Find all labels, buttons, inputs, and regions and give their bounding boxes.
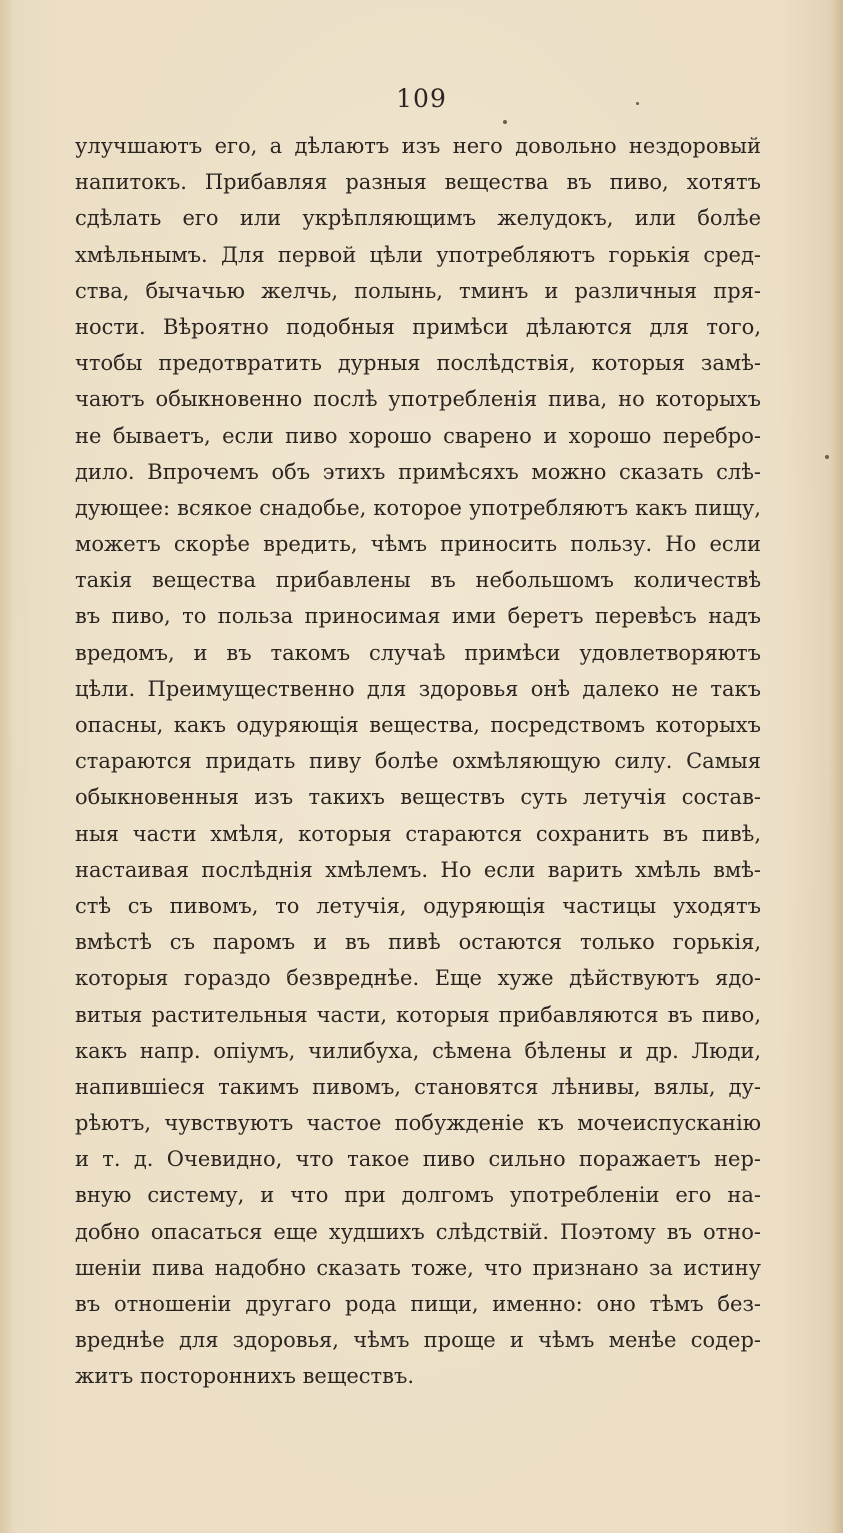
- text-line: вреднѣе для здоровья, чѣмъ проще и чѣмъ менѣе содер-: [75, 1328, 761, 1353]
- paper-speck: [636, 102, 639, 105]
- text-line: вмѣстѣ съ паромъ и въ пивѣ остаются только горькія,: [75, 930, 761, 955]
- text-line: стѣ съ пивомъ, то летучія, одуряющія частицы уходятъ: [75, 893, 761, 918]
- text-line: которыя гораздо безвреднѣе. Еще хуже дѣйствуютъ ядо-: [75, 966, 761, 991]
- text-line: какъ напр. опіумъ, чилибуха, сѣмена бѣлены и др. Люди,: [75, 1038, 761, 1063]
- text-line: вную систему, и что при долгомъ употребленіи его на-: [75, 1183, 761, 1208]
- text-line: сдѣлать его или укрѣпляющимъ желудокъ, или болѣе: [75, 206, 761, 231]
- text-line: не бываетъ, если пиво хорошо сварено и хорошо перебро-: [75, 423, 761, 448]
- text-line: дило. Впрочемъ объ этихъ примѣсяхъ можно сказать слѣ-: [75, 459, 761, 484]
- text-line: житъ постороннихъ веществъ.: [75, 1364, 415, 1389]
- text-line: опасны, какъ одуряющія вещества, посредствомъ которыхъ: [75, 713, 761, 737]
- text-line: такія вещества прибавлены въ небольшомъ количествѣ: [75, 568, 761, 593]
- page-number: 109: [396, 84, 447, 113]
- text-line: обыкновенныя изъ такихъ веществъ суть летучія состав-: [75, 785, 761, 810]
- text-line: чтобы предотвратить дурныя послѣдствія, которыя замѣ-: [75, 351, 761, 376]
- text-line: витыя растительныя части, которыя прибавляются въ пиво,: [75, 1002, 761, 1027]
- text-line: вредомъ, и въ такомъ случаѣ примѣси удовлетворяютъ: [75, 640, 761, 665]
- text-line: настаивая послѣднія хмѣлемъ. Но если варить хмѣль вмѣ-: [75, 857, 761, 882]
- text-line: стараются придать пиву болѣе охмѣляющую силу. Самыя: [75, 749, 761, 774]
- text-line: напитокъ. Прибавляя разныя вещества въ пиво, хотятъ: [75, 170, 761, 195]
- text-line: ства, бычачью желчь, полынь, тминъ и различныя пря-: [75, 278, 761, 303]
- paper-speck: [825, 455, 829, 459]
- text-line: дующее: всякое снадобье, которое употребляютъ какъ пищу,: [75, 495, 761, 520]
- text-line: напившіеся такимъ пивомъ, становятся лѣнивы, вялы, ду-: [75, 1074, 761, 1099]
- text-line: хмѣльнымъ. Для первой цѣли употребляютъ горькія сред-: [75, 242, 761, 267]
- text-line: добно опасаться еще худшихъ слѣдствій. Поэтому въ отно-: [75, 1219, 761, 1244]
- text-line: можетъ скорѣе вредить, чѣмъ приносить пользу. Но если: [75, 532, 761, 557]
- text-line: рѣютъ, чувствуютъ частое побужденіе къ мочеиспусканію: [75, 1111, 761, 1136]
- text-line: ныя части хмѣля, которыя стараются сохранить въ пивѣ,: [75, 821, 761, 846]
- body-text: [75, 128, 761, 1395]
- text-line: въ пиво, то польза приносимая ими беретъ перевѣсъ надъ: [75, 604, 761, 629]
- paper-speck: [503, 120, 507, 124]
- text-line: ности. Вѣроятно подобныя примѣси дѣлаются для того,: [75, 314, 761, 339]
- text-line: улучшаютъ его, а дѣлаютъ изъ него довольно нездоровый: [75, 134, 761, 158]
- text-line: шеніи пива надобно сказать тоже, что признано за истину: [75, 1255, 761, 1280]
- text-line: и т. д. Очевидно, что такое пиво сильно поражаетъ нер-: [75, 1147, 761, 1172]
- text-line: цѣли. Преимущественно для здоровья онѣ далеко не такъ: [75, 676, 761, 701]
- text-line: въ отношеніи другаго рода пищи, именно: оно тѣмъ без-: [75, 1292, 761, 1316]
- text-line: чаютъ обыкновенно послѣ употребленія пива, но которыхъ: [75, 387, 761, 412]
